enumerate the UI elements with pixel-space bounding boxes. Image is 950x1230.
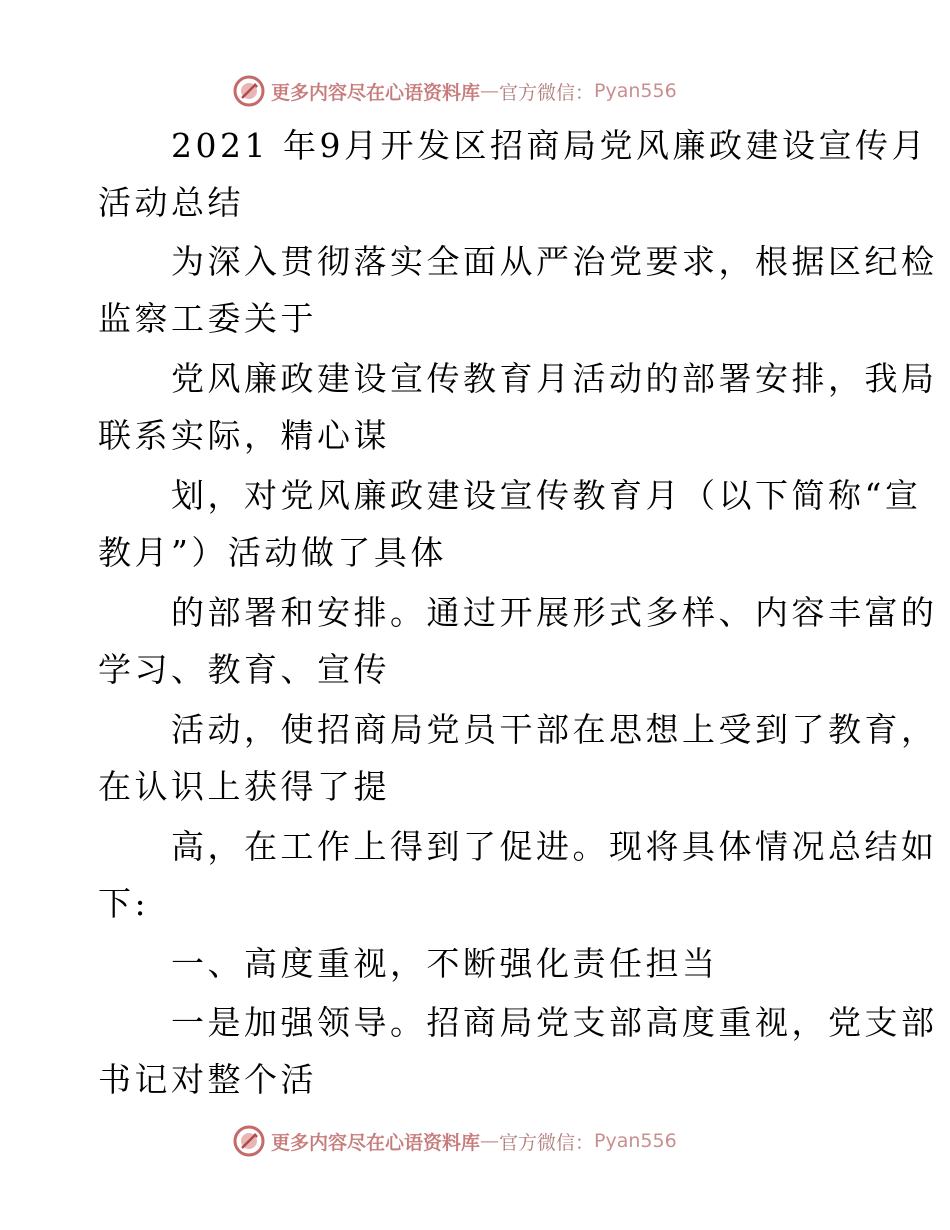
watermark-brand: 更多内容尽在心语资料库	[271, 1131, 481, 1154]
watermark-brand: 更多内容尽在心语资料库	[271, 81, 481, 104]
text-line-17: 书记对整个活	[98, 1060, 317, 1099]
text-line-16: 一是加强领导。招商局党支部高度重视，党支部	[98, 1003, 938, 1042]
header-watermark	[232, 71, 677, 111]
watermark-dash: —	[480, 80, 500, 102]
text-line-9: 的部署和安排。通过开展形式多样、内容丰富的	[98, 593, 938, 632]
text-line-6: 联系实际，精心谋	[98, 416, 390, 455]
text-line-3: 为深入贯彻落实全面从严治党要求，根据区纪检	[98, 242, 938, 281]
seal-icon	[232, 1124, 266, 1158]
text-line-14: 下:	[98, 884, 150, 923]
text-line-1: 2021 年9月开发区招商局党风廉政建设宣传月	[98, 126, 928, 165]
section-heading: 一、高度重视，不断强化责任担当	[98, 944, 719, 983]
watermark-contact-label: 官方微信：	[499, 81, 595, 104]
watermark-contact-label: 官方微信：	[499, 1131, 595, 1154]
watermark-dash: —	[480, 1130, 500, 1152]
text-line-10: 学习、教育、宣传	[98, 650, 390, 689]
text-line-5: 党风廉政建设宣传教育月活动的部署安排，我局	[98, 359, 938, 398]
text-line-11: 活动，使招商局党员干部在思想上受到了教育，	[98, 710, 938, 749]
text-line-4: 监察工委关于	[98, 299, 317, 338]
text-line-7: 划，对党风廉政建设宣传教育月（以下简称“宣	[98, 476, 922, 515]
footer-watermark	[232, 1121, 677, 1161]
text-line-2: 活动总结	[98, 183, 244, 222]
watermark-contact-id: Pyan556	[594, 80, 677, 102]
text-line-12: 在认识上获得了提	[98, 767, 390, 806]
seal-icon	[232, 74, 266, 108]
text-line-13: 高，在工作上得到了促进。现将具体情况总结如	[98, 827, 938, 866]
text-line-8: 教月”）活动做了具体	[98, 533, 447, 572]
watermark-contact-id: Pyan556	[594, 1130, 677, 1152]
